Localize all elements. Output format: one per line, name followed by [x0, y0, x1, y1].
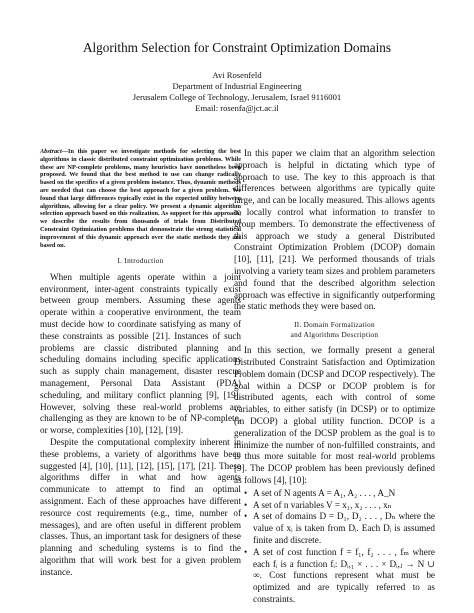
definition-item-variables: • A set of n variables V = x₁, x₂ . . . , xₙ	[244, 500, 435, 512]
author-email: Email: rosenfa@jct.ac.il	[195, 103, 279, 113]
section-heading-line-2: and Algorithms Description	[290, 330, 379, 339]
author-department: Department of Industrial Engineering	[172, 81, 302, 91]
intro-paragraph-2: Despite the computational complexity inherent in these problems, a variety of algorithms have been suggested [4], [10], [11], [12], [15], [17], [21]. These algorithms differ in what and how agents communicate to attempt to find an optimal assignment. Each of these approaches have different resource cost requirements (e.g., time, number of messages), and are often useful in different problem classes. Thus, an important task for designers of these planning and scheduling systems is to find the algorithm that will work best for a given problem instance.	[40, 437, 241, 577]
paper-title: Algorithm Selection for Constraint Optimization Domains	[82, 40, 392, 55]
left-column	[40, 148, 241, 579]
definition-item-domains: • A set of domains D = D₁, D₂ . . . , Dₙ where the value of xᵢ is taken from Dᵢ. Each Dᵢ is assumed finite and discrete.	[244, 511, 435, 546]
author-institution: Jerusalem College of Technology, Jerusalem, Israel 9116001	[132, 92, 342, 102]
section-heading-line-1: II. Domain Formalization	[294, 321, 375, 330]
abstract-text: —In this paper we investigate methods for selecting the best algorithms in classic distributed constraint optimization problems. While these are NP-complete problems, many heuristics have nonetheless been proposed. We found that the best method to use can change radically based on the specifics of a given problem instance. Thus, dynamic methods are needed that can choose the best approach for a given problem. We found that large differences typically exist in the expected utility between algorithms, allowing for a clear policy. We present a dynamic algorithm selection approach based on this realization. As support for this approach, we describe the results from thousands of trials from Distributed Constraint Optimization problems that demonstrate the strong statistical improvement of this dynamic approach over the static methods they are based on.	[40, 148, 241, 249]
abstract	[40, 148, 241, 249]
section-heading-formalization	[234, 321, 435, 340]
abstract-label: Abstract	[40, 148, 62, 155]
right-paragraph-1: In this paper we claim that an algorithm selection approach is helpful in dictating which type of approach to use. The key to this approach is that differences between algorithms are typically quite large, and can be locally measured. This allows agents to locally control what information to transfer to group members. To demonstrate the effectiveness of this approach we study a general Distributed Constraint Optimization Problem (DCOP) domain [10], [11], [21]. We performed thousands of trials involving a variety team sizes and problem parameters and found that the described algorithm selection approach was effective in significantly outperforming the static methods they were based on.	[234, 148, 435, 312]
intro-paragraph-1: When multiple agents operate within a joint environment, inter-agent constraints typically exist between group members. Assuming these agents operate within a cooperative environment, the team must decide how to coordinate satisfying as many of these constraints as possible [21]. Instances of such problems are classic distributed planning and scheduling domains including specific applications such as supply chain management, disaster rescue management, Personal Data Assistant (PDA) scheduling, and military conflict planning [9], [19]. However, solving these real-world problems are challenging as they are known to be of NP-complete, or worse, complexities [10], [12], [19].	[40, 271, 241, 436]
definition-item-agents: • A set of N agents A = A₁, A₂ . . . , A_N	[244, 488, 435, 500]
right-paragraph-2: In this section, we formally present a general Distributed Constraint Satisfaction and Optimization Problem domain (DCSP and DCOP respectively). The goal within a DCSP or DCOP problem is for distributed agents, each with control of some variables, to either satisfy (in DCSP) or to optimize (in DCOP) a global utility function. DCOP is a generalization of the DCSP problem as the goal is to minimize the number of non-fulfilled constraints, and is thus more suitable for most real-world problems [9]. The DCOP problem has been previously defined as follows [4], [10]:	[234, 345, 435, 485]
definition-item-cost-functions: • A set of cost function f = f₁, f₂ . . . , fₘ where each fᵢ is a function fᵢ: Dᵢ,₁ × . . . × Dᵢ,ⱼ → N ∪ ∞. Cost functions represent what must be optimized and are typically referred to as constraints.	[244, 547, 435, 606]
right-column	[234, 148, 435, 606]
section-heading-introduction	[40, 257, 241, 267]
author-name: Avi Rosenfeld	[212, 70, 262, 80]
author-block	[0, 70, 474, 114]
definition-list	[234, 488, 435, 606]
section-heading-text: I. Introduction	[117, 257, 164, 266]
